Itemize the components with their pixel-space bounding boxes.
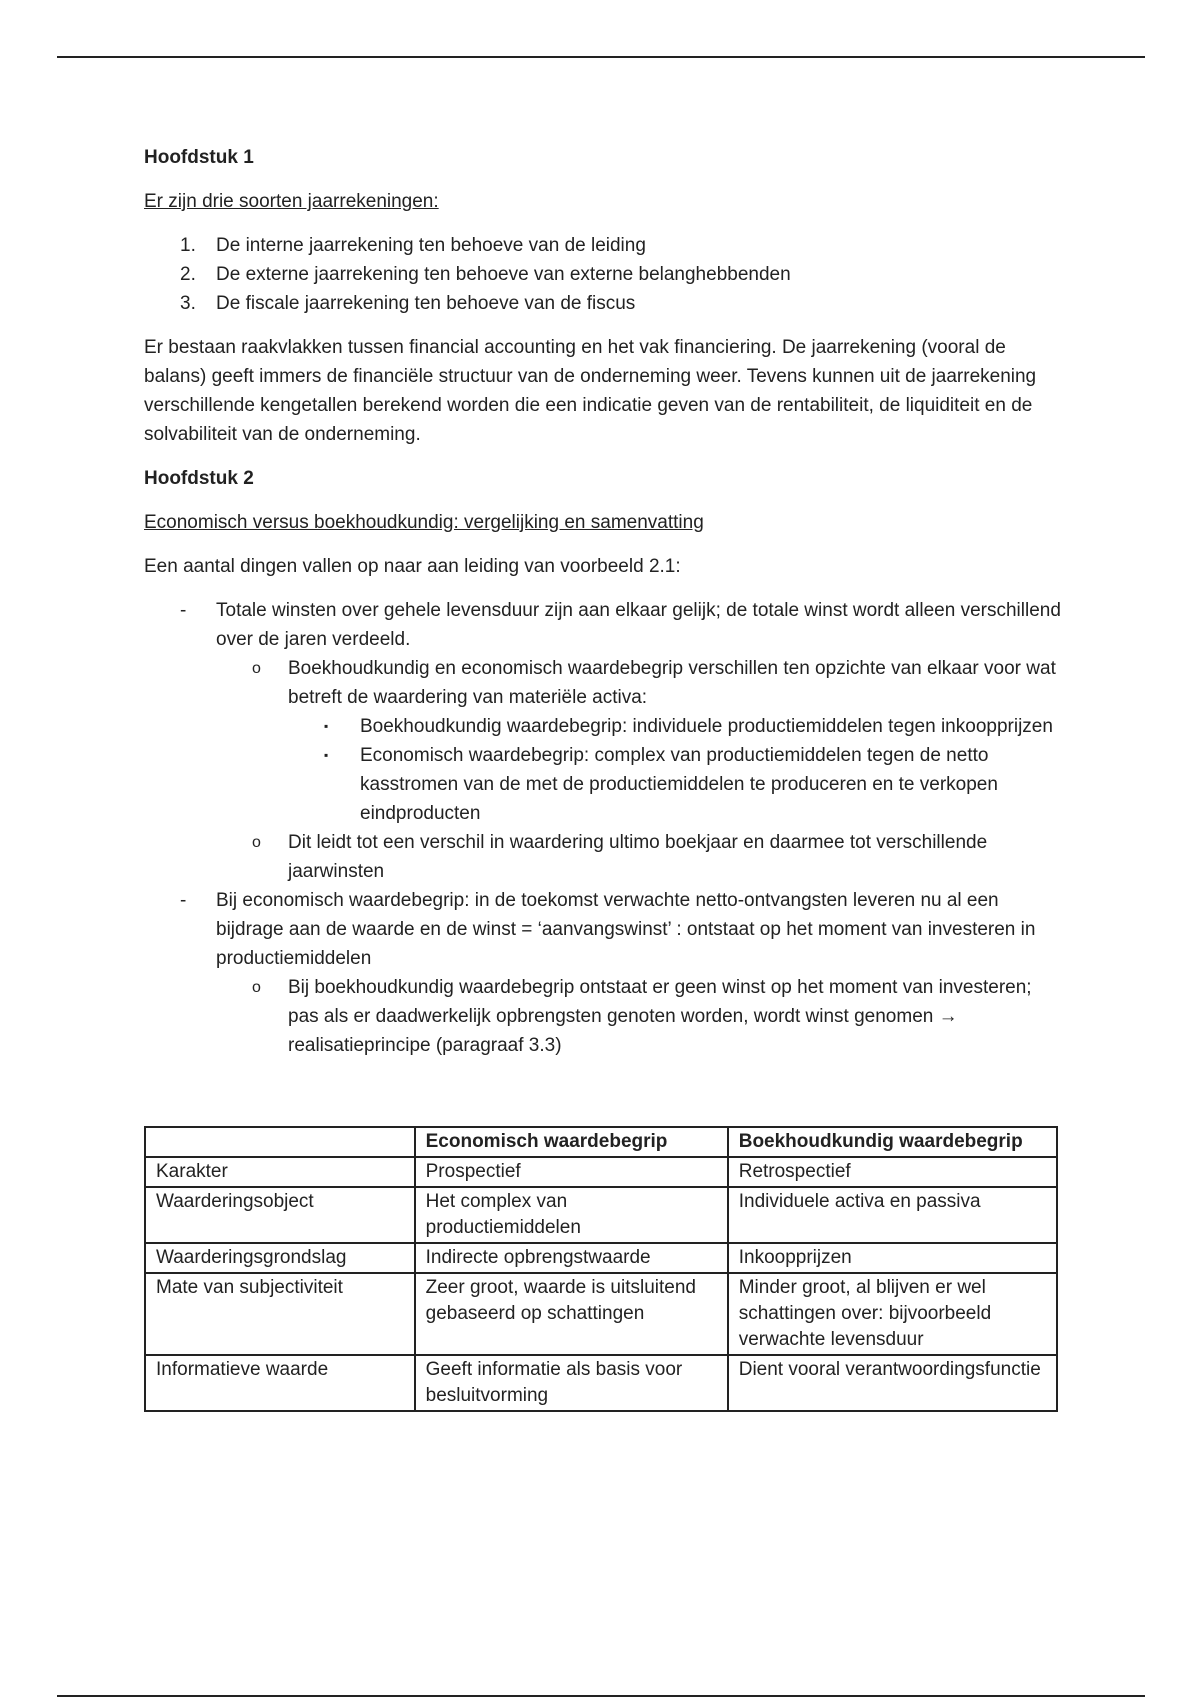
table-cell: Zeer groot, waarde is uitsluitend gebaseerd op schattingen: [415, 1273, 728, 1355]
sub-sub-list: [144, 712, 1064, 828]
list-item-text: De externe jaarrekening ten behoeve van externe belanghebbenden: [216, 264, 791, 285]
table-cell: Mate van subjectiviteit: [145, 1273, 415, 1355]
table-header-cell: [145, 1127, 415, 1157]
list-item-text: Boekhoudkundig waardebegrip: individuele productiemiddelen tegen inkoopprijzen: [360, 716, 1053, 737]
table-cell: Geeft informatie als basis voor besluitvorming: [415, 1355, 728, 1411]
list-item-text: De fiscale jaarrekening ten behoeve van de fiscus: [216, 293, 636, 314]
table-row: [145, 1355, 1057, 1411]
document-body: [144, 143, 1064, 1060]
list-item: [144, 741, 1064, 828]
dash-bullet: -: [180, 890, 187, 911]
table-cell: Waarderingsobject: [145, 1187, 415, 1243]
list-item-text: De interne jaarrekening ten behoeve van de leiding: [216, 235, 646, 256]
dash-bullet: -: [180, 600, 187, 621]
table-cell: Karakter: [145, 1157, 415, 1187]
header-rule: [57, 56, 1145, 58]
table-cell: Waarderingsgrondslag: [145, 1243, 415, 1273]
table-header-cell: Economisch waardebegrip: [415, 1127, 728, 1157]
table-row: [145, 1187, 1057, 1243]
table-row: [145, 1157, 1057, 1187]
list-item: [144, 886, 1064, 1060]
table-cell: Individuele activa en passiva: [728, 1187, 1057, 1243]
square-bullet: ▪: [324, 719, 329, 733]
observations-list: [144, 596, 1064, 1060]
list-item: [144, 712, 1064, 741]
sub-list: [144, 973, 1064, 1060]
chapter-2-subheading: Economisch versus boekhoudkundig: vergelijking en samenvatting: [144, 512, 704, 533]
comparison-table: [144, 1126, 1058, 1412]
table-header-cell: Boekhoudkundig waardebegrip: [728, 1127, 1057, 1157]
footer-rule: [57, 1695, 1145, 1697]
list-item: [144, 231, 1064, 260]
sub-list: [144, 654, 1064, 886]
table-cell: Informatieve waarde: [145, 1355, 415, 1411]
list-item: [144, 654, 1064, 828]
table-cell: Dient vooral verantwoordingsfunctie: [728, 1355, 1057, 1411]
chapter-2-intro: Een aantal dingen vallen op naar aan leiding van voorbeeld 2.1:: [144, 556, 681, 577]
list-number: 2.: [180, 264, 196, 285]
table-row: [145, 1243, 1057, 1273]
list-item-text: Bij economisch waardebegrip: in de toekomst verwachte netto-ontvangsten leveren nu al een bijdrage aan de waarde en de winst = ‘aanvangswinst’ : ontstaat op het moment van investeren in productiemiddelen: [216, 890, 1036, 969]
list-item: [144, 289, 1064, 318]
table-cell: Prospectief: [415, 1157, 728, 1187]
chapter-1-subheading: Er zijn drie soorten jaarrekeningen:: [144, 191, 439, 212]
circle-bullet: o: [252, 834, 261, 851]
table-cell: Inkoopprijzen: [728, 1243, 1057, 1273]
list-item-text: Economisch waardebegrip: complex van productiemiddelen tegen de netto kasstromen van de met de productiemiddelen te produceren en te verkopen eindproducten: [360, 745, 998, 824]
chapter-1-paragraph: Er bestaan raakvlakken tussen financial accounting en het vak financiering. De jaarrekening (vooral de balans) geeft immers de financiële structuur van de onderneming weer. Tevens kunnen uit de jaarrekening verschillende kengetallen berekend worden die een indicatie geven van de rentabiliteit, de liquiditeit en de solvabiliteit van de onderneming.: [144, 337, 1037, 445]
list-item: [144, 596, 1064, 886]
list-item-text: Dit leidt tot een verschil in waardering ultimo boekjaar en daarmee tot verschillende jaarwinsten: [288, 832, 988, 882]
jaarrekening-types-list: [144, 231, 1064, 318]
list-item-text: Bij boekhoudkundig waardebegrip ontstaat er geen winst op het moment van investeren; pas als er daadwerkelijk opbrengsten genoten worden, wordt winst genomen → realisatieprincipe (paragraaf 3.3): [288, 977, 1032, 1056]
table-cell: Retrospectief: [728, 1157, 1057, 1187]
table-cell: Het complex van productiemiddelen: [415, 1187, 728, 1243]
list-item: [144, 828, 1064, 886]
list-item-text: Totale winsten over gehele levensduur zijn aan elkaar gelijk; de totale winst wordt alleen verschillend over de jaren verdeeld.: [216, 600, 1061, 650]
table-row: [145, 1273, 1057, 1355]
table-cell: Indirecte opbrengstwaarde: [415, 1243, 728, 1273]
list-number: 1.: [180, 235, 196, 256]
table-cell: Minder groot, al blijven er wel schattingen over: bijvoorbeeld verwachte levensduur: [728, 1273, 1057, 1355]
list-item-text: Boekhoudkundig en economisch waardebegrip verschillen ten opzichte van elkaar voor wat betreft de waardering van materiële activa:: [288, 658, 1056, 708]
chapter-2-heading: Hoofdstuk 2: [144, 468, 254, 489]
chapter-1-heading: Hoofdstuk 1: [144, 147, 254, 168]
circle-bullet: o: [252, 660, 261, 677]
list-number: 3.: [180, 293, 196, 314]
table-header-row: [145, 1127, 1057, 1157]
circle-bullet: o: [252, 979, 261, 996]
list-item: [144, 260, 1064, 289]
square-bullet: ▪: [324, 748, 329, 762]
list-item: [144, 973, 1064, 1060]
